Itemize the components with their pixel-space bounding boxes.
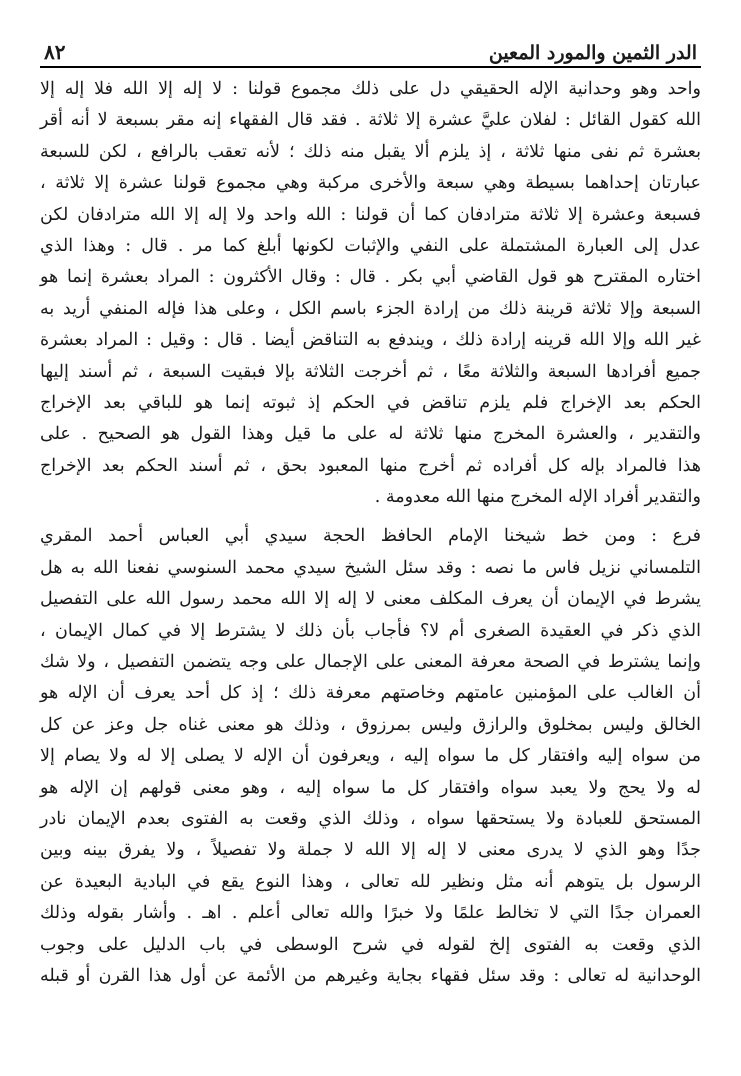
text-line: غير الله وإلا الله قرينه إرادة ذلك ، ويندفع به التناقض أيضا . قال : وقيل : المراد بعشرة <box>40 330 701 351</box>
text-line: والتقدير أفراد الإله المخرج منها الله معدومة . <box>374 487 701 508</box>
text-line: واحد وهو وحدانية الإله الحقيقي دل على ذلك مجموع قولنا : لا إله إلا الله فلا إله إلا <box>40 79 701 99</box>
text-line: من سواه إليه وافتقار كل ما سواه إليه ، ويعرفون أن الإله لا يصلى إلا له ولا يصام إلا <box>40 746 701 767</box>
text-line: الذي وقعت به الفتوى إلخ لقوله في شرح الوسطى في باب الدليل على وجوب <box>40 934 701 955</box>
text-line: يشرط في الإيمان أن يعرف المكلف معنى لا إله إلا الله محمد رسول الله على التفصيل <box>40 589 701 610</box>
text-line: له ولا يحج ولا يعبد سواه وافتقار كل ما سواه إليه ، وهو معنى قولهم إن الإله هو <box>40 777 701 798</box>
paragraph-1 <box>40 74 701 513</box>
text-line: الذي ذكر في العقيدة الصغرى أم لا؟ فأجاب بأن ذلك لا يشترط إلا في كمال الإيمان ، <box>40 620 701 641</box>
text-line: هذا فالمراد بإله كل أفراده ثم أخرج منها المعبود بحق ، ثم أسند الحكم بعد الإخراج <box>40 455 701 476</box>
text-line: جدًا وهو الذي لا يدرى معنى لا إله إلا الله لا جملة ولا تفصيلاً ، ولا يفرق بينه وبين <box>40 840 701 861</box>
text-line: جميع أفرادها السبعة والثلاثة معًا ، ثم أخرجت الثلاثة بإلا فبقيت السبعة ، ثم أسند إليها <box>40 361 701 382</box>
paragraph-2 <box>40 521 701 992</box>
page-number: ٨٢ <box>44 40 66 64</box>
text-line: عدل إلى العبارة المشتملة على النفي والإثبات لكونها أبلغ كما مر . قال : وهذا الذي <box>40 235 701 256</box>
text-line: العمران جدًا التي لا تخالط علمًا ولا خبرًا والله تعالى أعلم . اهـ . وأشار بقوله وذلك <box>40 903 701 924</box>
text-line: أن الغالب على المؤمنين عامتهم وخاصتهم معرفة ذلك ؛ إذ كل أحد يعرف أن الإله هو <box>40 683 701 704</box>
text-line: الرسول بل يتوهم أنه مثل ونظير لله تعالى ، وهذا النوع يقع في البادية البعيدة عن <box>40 871 701 892</box>
text-line: وإنما يشترط في الصحة معرفة المعنى على الإجمال على وجه يتضمن التفصيل ، ولا شك <box>40 652 701 673</box>
body-text <box>40 74 701 992</box>
text-line: الوحدانية له تعالى : وقد سئل فقهاء بجاية وغيرهم من الأئمة عن أول هذا القرن أو قبله <box>40 965 701 986</box>
running-title: الدر الثمين والمورد المعين <box>488 42 697 64</box>
text-line: فرع : ومن خط شيخنا الإمام الحافظ الحجة سيدي أبي العباس أحمد المقري <box>40 526 701 547</box>
text-line: الله كقول القائل : لفلان عليَّ عشرة إلا ثلاثة . فقد قال الفقهاء إنه مقر بسبعة لا أنه أقر <box>40 110 701 131</box>
text-line: اختاره المقترح هو قول القاضي أبي بكر . قال : وقال الأكثرون : المراد بعشرة إنما هو <box>40 267 701 288</box>
text-line: فسبعة وعشرة إلا ثلاثة مترادفان كما أن قولنا : الله واحد ولا إله إلا الله مترادفان لكن <box>40 204 701 225</box>
text-line: الحكم بعد الإخراج فلم يلزم تناقض في الحكم إذ ثبوته إنما هو للباقي بعد الإخراج <box>40 392 701 413</box>
text-line: عبارتان إحداهما بسيطة وهي سبعة والأخرى مركبة وهي مجموع قولنا عشرة إلا ثلاثة ، <box>40 173 701 194</box>
page-header <box>40 30 701 68</box>
text-line: الخالق وليس بمخلوق والرازق وليس بمرزوق ، وذلك هو معنى غناه جل وعز عن كل <box>40 714 701 735</box>
text-line: السبعة وإلا ثلاثة قرينة ذلك من إرادة الجزء باسم الكل ، وعلى هذا فإله المنفي أريد به <box>40 298 701 319</box>
text-line: المستحق للعبادة ولا يستحقها سواه ، وذلك الذي وقعت به الفتوى بعدم الإيمان نادر <box>40 808 701 829</box>
paragraph-gap <box>40 513 701 521</box>
text-line: والتقدير ، والعشرة المخرج منها ثلاثة له على ما قيل وهذا القول هو الصحيح . على <box>40 424 701 445</box>
text-line: التلمساني نزيل فاس ما نصه : وقد سئل الشيخ سيدي محمد السنوسي نفعنا الله به هل <box>40 557 701 578</box>
text-line: بعشرة ثم نفى منها ثلاثة ، إذ يلزم ألا يقبل منه ذلك ؛ لأنه تعقب بالرافع ، لكن للسبعة <box>40 141 701 162</box>
